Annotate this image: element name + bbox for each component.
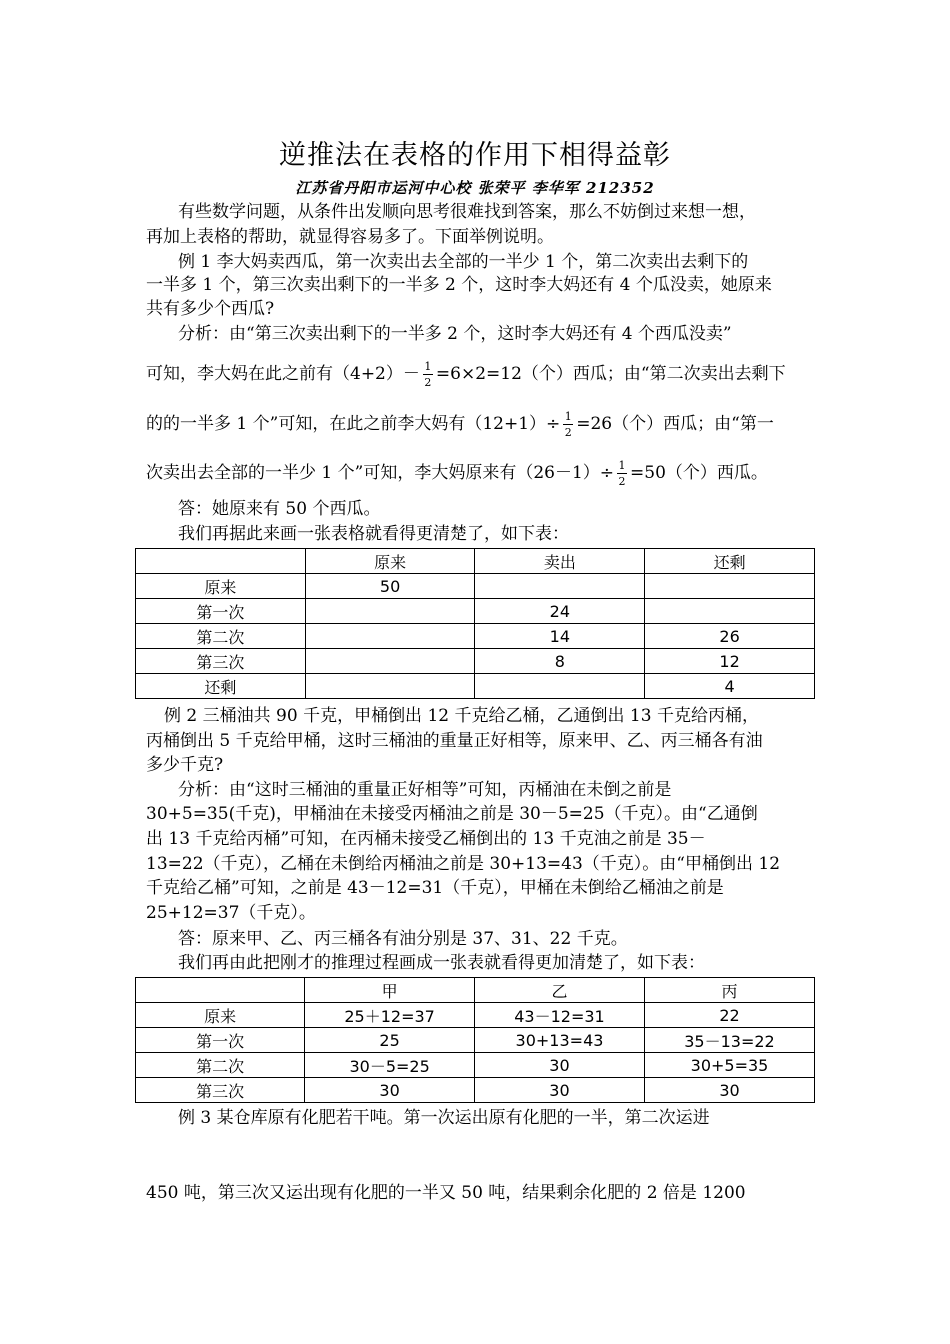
analysis-text: 可知，李大妈在此之前有（4+2）－ [146,364,420,384]
fraction-half [617,459,627,488]
table-cell: 12 [645,649,815,674]
fraction-denominator: 2 [424,376,432,389]
table-cell: 30+13=43 [474,1028,644,1053]
analysis-text: 次卖出去全部的一半少 1 个”可知，李大妈原来有（26－1）÷ [146,463,615,483]
table-cell: 25＋12=37 [305,1003,475,1028]
table-cell: 35－13=22 [645,1028,815,1053]
example2-answer: 答：原来甲、乙、丙三桶各有油分别是 37、31、22 千克。 [178,929,628,949]
table-cell [475,574,645,599]
table-header-cell: 丙 [645,978,815,1003]
table-row [136,1028,815,1053]
page-title: 逆推法在表格的作用下相得益彰 [279,140,671,171]
table-cell: 50 [305,574,475,599]
table-cell: 14 [475,624,645,649]
analysis-text: =26（个）西瓜；由“第一 [576,414,774,434]
analysis-text: 的的一半多 1 个”可知，在此之前李大妈有（12+1）÷ [146,414,561,434]
example1-line-3: 共有多少个西瓜? [146,299,275,319]
table-cell: 30+5=35 [645,1053,815,1078]
table-cell: 30 [474,1053,644,1078]
table-cell: 25 [305,1028,475,1053]
table-row-label: 还剩 [136,674,306,699]
table-cell [305,624,475,649]
table-row-label: 第二次 [136,1053,305,1078]
example3-line-2: 450 吨，第三次又运出现有化肥的一半又 50 吨，结果剩余化肥的 2 倍是 1200 [146,1183,746,1203]
fraction-numerator: 1 [564,410,572,423]
table-header-cell: 卖出 [475,549,645,574]
table-header-cell [136,549,306,574]
fraction-denominator: 2 [564,426,572,439]
example3-line-1: 例 3 某仓库原有化肥若干吨。第一次运出原有化肥的一半，第二次运进 [178,1108,710,1128]
table-header-cell: 乙 [474,978,644,1003]
example2-line-2: 丙桶倒出 5 千克给甲桶，这时三桶油的重量正好相等，原来甲、乙、丙三桶各有油 [146,731,763,751]
table-row-label: 原来 [136,1003,305,1028]
table-row-label: 第三次 [136,649,306,674]
intro-line-1: 有些数学问题，从条件出发顺向思考很难找到答案，那么不妨倒过来想一想， [178,202,756,222]
fraction-numerator: 1 [618,459,626,472]
table-cell [305,674,475,699]
table-row [136,574,815,599]
table-cell [645,574,815,599]
table-cell: 8 [475,649,645,674]
table-cell: 43－12=31 [474,1003,644,1028]
table-cell [645,599,815,624]
example2-table [135,977,815,1103]
table-row [136,624,815,649]
table-cell [305,649,475,674]
example1-line-1: 例 1 李大妈卖西瓜，第一次卖出去全部的一半少 1 个，第二次卖出去剩下的 [178,252,749,272]
table-row [136,1003,815,1028]
table-header-cell: 还剩 [645,549,815,574]
example2-table-intro: 我们再由此把刚才的推理过程画成一张表就看得更加清楚了，如下表： [178,953,705,973]
fraction-half [423,360,433,389]
table-row [136,649,815,674]
table-row [136,1078,815,1103]
example1-line-2: 一半多 1 个，第三次卖出剩下的一半多 2 个，这时李大妈还有 4 个瓜没卖，她原来 [146,275,772,295]
table-header-row [136,549,815,574]
example2-analysis-1: 分析：由“这时三桶油的重量正好相等”可知，丙桶油在未倒之前是 [178,780,672,800]
intro-line-2: 再加上表格的帮助，就显得容易多了。下面举例说明。 [146,227,554,247]
author-byline: 江苏省丹阳市运河中心校 张荣平 李华军 212352 [295,179,655,197]
table-cell: 30－5=25 [305,1053,475,1078]
example2-analysis-4: 13=22（千克），乙桶在未倒给丙桶油之前是 30+13=43（千克）。由“甲桶倒出 12 [146,854,781,874]
table-cell: 30 [305,1078,475,1103]
example2-analysis-2: 30+5=35(千克)，甲桶油在未接受丙桶油之前是 30－5=25（千克）。由“乙通倒 [146,804,758,824]
table-row [136,1053,815,1078]
example2-line-3: 多少千克? [146,755,224,775]
table-cell [475,674,645,699]
table-cell: 24 [475,599,645,624]
analysis-text: =50（个）西瓜。 [630,463,768,483]
example1-table [135,548,815,699]
table-row [136,599,815,624]
example1-analysis-2 [146,360,808,389]
table-header-cell [136,978,305,1003]
example1-answer: 答：她原来有 50 个西瓜。 [178,499,381,519]
table-row [136,674,815,699]
fraction-denominator: 2 [618,475,626,488]
table-row-label: 第一次 [136,599,306,624]
table-header-cell: 甲 [305,978,475,1003]
example1-table-intro: 我们再据此来画一张表格就看得更清楚了，如下表： [178,524,569,544]
example2-analysis-6: 25+12=37（千克）。 [146,903,316,923]
analysis-text: =6×2=12（个）西瓜；由“第二次卖出去剩下 [435,364,786,384]
table-cell: 30 [474,1078,644,1103]
table-cell: 30 [645,1078,815,1103]
table-row-label: 第二次 [136,624,306,649]
table-cell: 22 [645,1003,815,1028]
table-row-label: 第三次 [136,1078,305,1103]
example1-analysis-4 [146,459,808,488]
table-row-label: 第一次 [136,1028,305,1053]
fraction-half [563,410,573,439]
example2-line-1: 例 2 三桶油共 90 千克，甲桶倒出 12 千克给乙桶，乙通倒出 13 千克给丙桶， [164,706,759,726]
fraction-numerator: 1 [424,360,432,373]
example2-analysis-3: 出 13 千克给丙桶”可知，在丙桶未接受乙桶倒出的 13 千克油之前是 35－ [146,829,706,849]
example2-analysis-5: 千克给乙桶”可知，之前是 43－12=31（千克），甲桶在未倒给乙桶油之前是 [146,878,724,898]
table-cell [305,599,475,624]
table-cell: 26 [645,624,815,649]
table-header-cell: 原来 [305,549,475,574]
table-row-label: 原来 [136,574,306,599]
example1-analysis-3 [146,410,808,439]
example1-analysis-1: 分析：由“第三次卖出剩下的一半多 2 个，这时李大妈还有 4 个西瓜没卖” [178,324,732,344]
table-header-row [136,978,815,1003]
table-cell: 4 [645,674,815,699]
